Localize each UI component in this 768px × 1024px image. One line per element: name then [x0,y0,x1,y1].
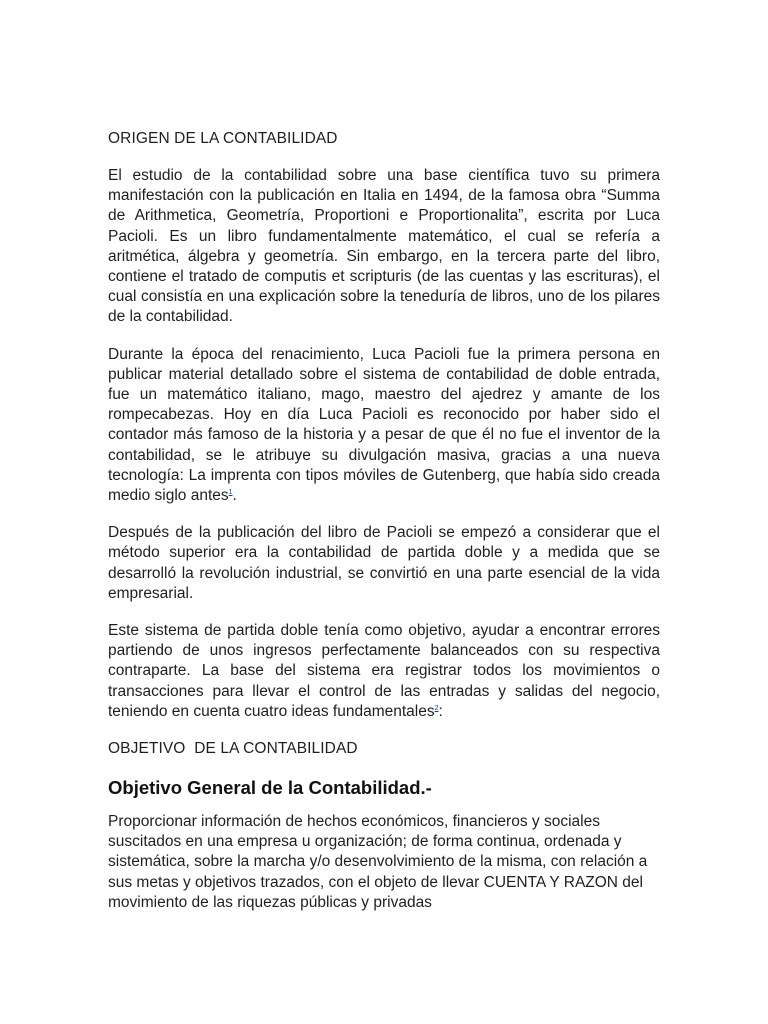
paragraph-origen-4 [108,621,660,722]
paragraph-origen-2-end: . [232,487,237,505]
footnote-link-1[interactable]: 1 [228,488,233,496]
paragraph-origen-4-end: : [438,702,443,720]
heading-origen: ORIGEN DE LA CONTABILIDAD [108,130,338,147]
paragraph-objetivo-general: Proporcionar información de hechos económicos, financieros y sociales suscitados en una empresa u organización; de forma continua, ordenada y sistemática, sobre la marcha y/o desenvolvimiento de la misma, con relación a sus metas y objetivos trazados, con el objeto de llevar CUENTA Y RAZON del movimiento de las riquezas públicas y privadas [108,813,648,911]
footnote-link-2[interactable]: 2 [434,704,439,712]
paragraph-origen-2-text: Durante la época del renacimiento, Luca Pacioli fue la primera persona en publicar material detallado sobre el sistema de contabilidad de doble entrada, fue un matemático italiano, mago, maestro del ajedrez y amante de los rompecabezas. Hoy en día Luca Pacioli es reconocido por haber sido el contador más famoso de la historia y a pesar de que él no fue el inventor de la contabilidad, se le atribuye su divulgación masiva, gracias a una nueva tecnología: La imprenta con tipos móviles de Gutenberg, que había sido creada medio siglo antes [108,345,660,505]
heading-objetivo: OBJETIVO DE LA CONTABILIDAD [108,740,358,758]
document-page [108,129,660,913]
heading-objetivo-general: Objetivo General de la Contabilidad.- [108,777,432,799]
paragraph-origen-4-text: Este sistema de partida doble tenía como objetivo, ayudar a encontrar errores partiendo de unos ingresos perfectamente balanceados con su respectiva contraparte. La base del sistema era registrar todos los movimientos o transacciones para llevar el control de las entradas y salidas del negocio, teniendo en cuenta cuatro ideas fundamentales [108,622,660,720]
paragraph-origen-2 [108,345,660,507]
paragraph-origen-1: El estudio de la contabilidad sobre una base científica tuvo su primera manifestación con la publicación en Italia en 1494, de la famosa obra “Summa de Arithmetica, Geometría, Proportioni e Proportionalita”, escrita por Luca Pacioli. Es un libro fundamentalmente matemático, el cual se refería a aritmética, álgebra y geometría. Sin embargo, en la tercera parte del libro, contiene el tratado de computis et scripturis (de las cuentas y las escrituras), el cual consistía en una explicación sobre la teneduría de libros, uno de los pilares de la contabilidad. [108,167,660,326]
paragraph-origen-3: Después de la publicación del libro de Pacioli se empezó a considerar que el método superior era la contabilidad de partida doble y a medida que se desarrolló la revolución industrial, se convirtió en una parte esencial de la vida empresarial. [108,524,660,602]
